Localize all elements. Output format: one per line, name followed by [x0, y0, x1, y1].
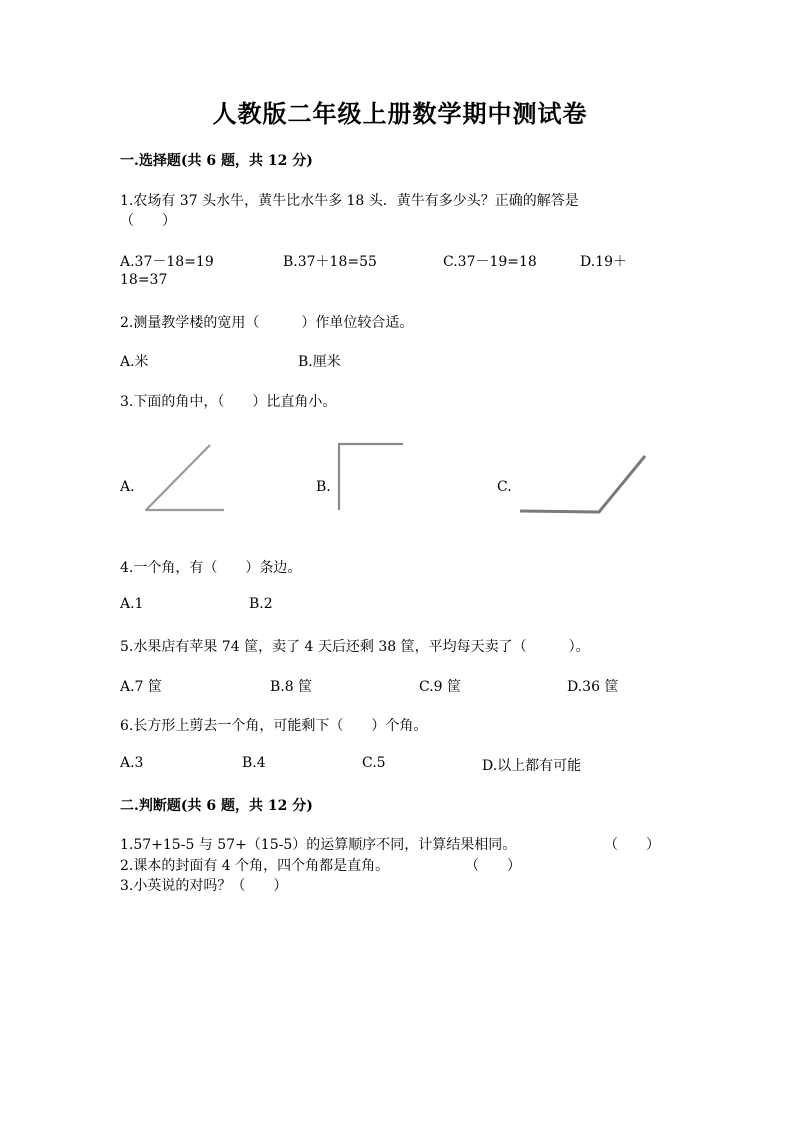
obtuse-angle-figure: [515, 450, 655, 520]
question-1-option-d-continued: 18=37: [120, 272, 168, 288]
question-1-option-d[interactable]: D.19＋: [580, 254, 627, 270]
question-2-text: 2.测量教学楼的宽用（ ）作单位较合适。: [120, 315, 414, 331]
judge-2-text: 2.课本的封面有 4 个角，四个角都是直角。: [120, 858, 390, 874]
question-5-option-b[interactable]: B.8 筐: [270, 679, 313, 695]
question-6-option-d[interactable]: D.以上都有可能: [482, 758, 582, 774]
judge-2-bracket[interactable]: （ ）: [465, 858, 521, 874]
question-6-option-a[interactable]: A.3: [120, 755, 144, 771]
question-3-text: 3.下面的角中，（ ）比直角小。: [120, 394, 337, 410]
question-4-text: 4.一个角，有（ ）条边。: [120, 560, 302, 576]
acute-angle-figure: [140, 440, 230, 515]
question-4-option-a[interactable]: A.1: [120, 596, 144, 612]
question-1-option-b[interactable]: B.37＋18=55: [283, 254, 377, 270]
question-3-option-b[interactable]: B.: [316, 479, 331, 495]
question-2-option-b[interactable]: B.厘米: [298, 354, 341, 370]
question-5-option-a[interactable]: A.7 筐: [120, 679, 162, 695]
question-1-option-a[interactable]: A.37－18=19: [120, 254, 214, 270]
question-5-option-c[interactable]: C.9 筐: [419, 679, 462, 695]
question-5-option-d[interactable]: D.36 筐: [567, 679, 619, 695]
question-6-option-c[interactable]: C.5: [362, 755, 386, 771]
question-5-text: 5.水果店有苹果 74 筐，卖了 4 天后还剩 38 筐，平均每天卖了（ ）。: [120, 639, 590, 655]
question-2-option-a[interactable]: A.米: [120, 354, 149, 370]
judge-3-text: 3.小英说的对吗？（ ）: [120, 878, 288, 894]
question-1-bracket: （ ）: [120, 213, 176, 229]
page-title: 人教版二年级上册数学期中测试卷: [212, 99, 588, 128]
question-3-option-c[interactable]: C.: [497, 479, 512, 495]
question-6-option-b[interactable]: B.4: [242, 755, 266, 771]
question-6-text: 6.长方形上剪去一个角，可能剩下（ ）个角。: [120, 718, 428, 734]
question-3-option-a[interactable]: A.: [120, 479, 135, 495]
judge-1-bracket[interactable]: （ ）: [604, 837, 660, 853]
section2-heading: 二.判断题(共 6 题，共 12 分): [120, 798, 313, 814]
question-1-option-c[interactable]: C.37－19=18: [443, 254, 537, 270]
question-1-text: 1.农场有 37 头水牛，黄牛比水牛多 18 头．黄牛有多少头？正确的解答是: [120, 193, 579, 209]
section1-heading: 一.选择题(共 6 题，共 12 分): [120, 153, 313, 169]
question-4-option-b[interactable]: B.2: [249, 596, 273, 612]
right-angle-figure: [333, 438, 411, 516]
judge-1-text: 1.57+15-5 与 57+（15-5）的运算顺序不同，计算结果相同。: [120, 837, 517, 853]
